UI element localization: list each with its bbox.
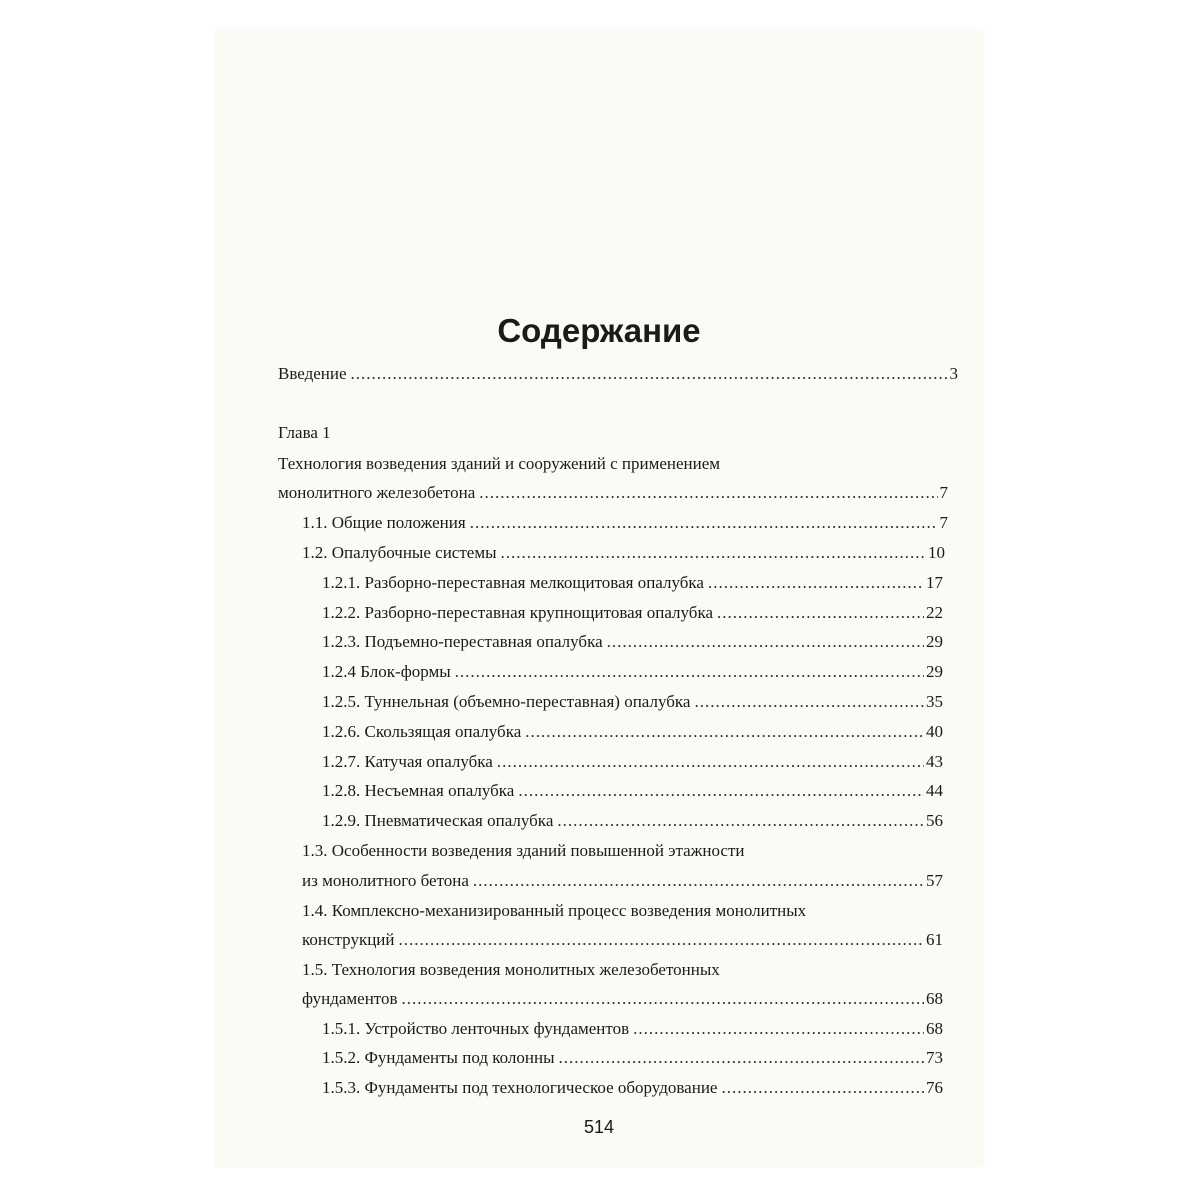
toc-entry-label: 1.2.8. Несъемная опалубка <box>322 781 515 800</box>
toc-entry-page: 35 <box>926 692 943 711</box>
toc-entry-label: 1.2. Опалубочные системы <box>302 543 497 562</box>
toc-entry-1-4 <box>302 929 943 951</box>
toc-entry-label: Введение <box>278 364 347 383</box>
toc-entry-page: 61 <box>926 930 943 949</box>
toc-entry-label: 1.2.2. Разборно-переставная крупнощитовая опалубка <box>322 603 713 622</box>
toc-entry-label: конструкций <box>302 930 395 949</box>
toc-dot-leader <box>518 780 924 802</box>
toc-entry-1-5-2 <box>322 1047 943 1069</box>
toc-entry-label: 1.2.6. Скользящая опалубка <box>322 722 522 741</box>
toc-entry-page: 57 <box>926 871 943 890</box>
toc-entry-page: 40 <box>926 722 943 741</box>
toc-dot-leader <box>455 661 924 683</box>
toc-entry-label: 1.5.2. Фундаменты под колонны <box>322 1048 555 1067</box>
toc-entry-label: 1.2.7. Катучая опалубка <box>322 752 493 771</box>
toc-entry-label: фундаментов <box>302 989 398 1008</box>
toc-entry-1-1 <box>302 512 948 534</box>
toc-entry-label: 1.2.5. Туннельная (объемно-переставная) опалубка <box>322 692 691 711</box>
toc-entry-page: 22 <box>926 603 943 622</box>
toc-entry-label: 1.5. Технология возведения монолитных железобетонных <box>302 960 720 979</box>
toc-entry-1-5-1 <box>322 1018 943 1040</box>
toc-entry-label: 1.2.4 Блок-формы <box>322 662 451 681</box>
toc-dot-leader <box>708 572 924 594</box>
book-page <box>215 30 983 1166</box>
toc-dot-leader <box>721 1077 924 1099</box>
toc-dot-leader <box>399 929 924 951</box>
toc-entry-page: 73 <box>926 1048 943 1067</box>
toc-entry-page: 68 <box>926 1019 943 1038</box>
toc-entry-1-4-title-line <box>302 900 806 922</box>
toc-entry-label: 1.4. Комплексно-механизированный процесс возведения монолитных <box>302 901 807 920</box>
toc-entry-label: 1.2.9. Пневматическая опалубка <box>322 811 554 830</box>
toc-chapter-title-line <box>278 453 720 475</box>
toc-dot-leader <box>694 691 924 713</box>
toc-entry-1-5-3 <box>322 1077 943 1099</box>
toc-entry-page: 29 <box>926 632 943 651</box>
toc-entry-label: монолитного железобетона <box>278 483 476 502</box>
toc-entry-1-2 <box>302 542 945 564</box>
toc-dot-leader <box>607 631 924 653</box>
toc-dot-leader <box>717 602 924 624</box>
toc-entry-page: 43 <box>926 752 943 771</box>
toc-dot-leader <box>557 810 924 832</box>
toc-entry-page: 7 <box>939 513 948 532</box>
toc-entry-1-2-4 <box>322 661 943 683</box>
toc-dot-leader <box>473 870 924 892</box>
toc-entry-1-3-title-line <box>302 840 745 862</box>
toc-entry-1-2-8 <box>322 780 943 802</box>
toc-entry-label: 1.5.1. Устройство ленточных фундаментов <box>322 1019 630 1038</box>
toc-entry-label: 1.1. Общие положения <box>302 513 466 532</box>
toc-chapter-heading <box>278 422 331 444</box>
toc-entry-page: 76 <box>926 1078 943 1097</box>
toc-dot-leader <box>479 482 937 504</box>
toc-entry-label: 1.2.3. Подъемно-переставная опалубка <box>322 632 603 651</box>
toc-entry-1-2-1 <box>322 572 943 594</box>
toc-entry-introduction <box>278 363 958 385</box>
toc-dot-leader <box>402 988 924 1010</box>
toc-entry-1-3 <box>302 870 943 892</box>
toc-entry-1-2-2 <box>322 602 943 624</box>
toc-entry-page: 56 <box>926 811 943 830</box>
toc-entry-1-5-title-line <box>302 959 720 981</box>
toc-entry-page: 17 <box>926 573 943 592</box>
toc-dot-leader <box>497 751 924 773</box>
toc-dot-leader <box>351 363 948 385</box>
toc-entry-label: 1.5.3. Фундаменты под технологическое оборудование <box>322 1078 718 1097</box>
toc-entry-page: 29 <box>926 662 943 681</box>
toc-entry-label: Глава 1 <box>278 423 331 442</box>
toc-entry-chapter-1 <box>278 482 948 504</box>
toc-entry-1-5 <box>302 988 943 1010</box>
toc-entry-1-2-7 <box>322 751 943 773</box>
toc-entry-label: из монолитного бетона <box>302 871 469 890</box>
toc-entry-1-2-5 <box>322 691 943 713</box>
toc-entry-label: Технология возведения зданий и сооружений с применением <box>278 454 721 473</box>
toc-dot-leader <box>633 1018 924 1040</box>
toc-entry-1-2-9 <box>322 810 943 832</box>
toc-entry-page: 7 <box>939 483 948 502</box>
toc-entry-page: 44 <box>926 781 943 800</box>
toc-dot-leader <box>501 542 927 564</box>
toc-entry-1-2-3 <box>322 631 943 653</box>
toc-entry-page: 68 <box>926 989 943 1008</box>
toc-dot-leader <box>470 512 938 534</box>
toc-entry-page: 10 <box>928 543 945 562</box>
toc-entry-1-2-6 <box>322 721 943 743</box>
toc-entry-label: 1.3. Особенности возведения зданий повышенной этажности <box>302 841 745 860</box>
page-title: Содержание <box>497 312 701 349</box>
toc-entry-label: 1.2.1. Разборно-переставная мелкощитовая опалубка <box>322 573 704 592</box>
toc-entry-page: 3 <box>949 364 958 383</box>
toc-dot-leader <box>559 1047 924 1069</box>
toc-dot-leader <box>525 721 924 743</box>
page-number: 514 <box>583 1117 615 1137</box>
